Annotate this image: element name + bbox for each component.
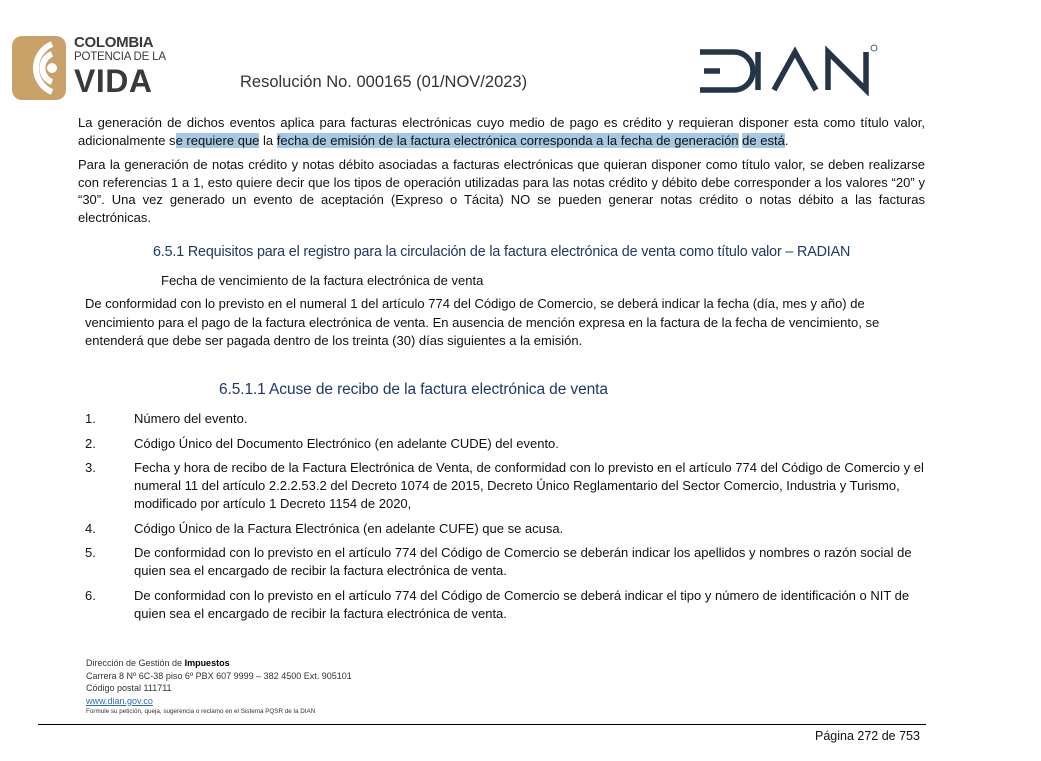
list-text: Código Único de la Factura Electrónica (en adelante CUFE) que se acusa. [134,521,564,536]
colombia-potencia-logo [12,34,166,106]
list-number: 2. [85,436,96,451]
list-number: 6. [85,588,96,603]
dian-logo [696,44,882,96]
footer-postal-code: Código postal 111711 [86,683,172,693]
list-item [85,410,925,428]
resolution-title: Resolución No. 000165 (01/NOV/2023) [240,73,528,91]
logo-vida-text: VIDA [74,63,153,99]
list-text: De conformidad con lo previsto en el artículo 774 del Código de Comercio se deberán indicar los apellidos y nombres o razón social de quien sea el encargado de recibir la factura electrónica de venta. [134,545,912,578]
section-heading-6511: 6.5.1.1 Acuse de recibo de la factura electrónica de venta [219,381,608,398]
list-number: 4. [85,521,96,536]
footer-divider [38,724,926,725]
list-number: 1. [85,411,96,426]
footer-address: Carrera 8 Nº 6C-38 piso 6º PBX 607 9999 – 382 4500 Ext. 905101 [86,670,352,681]
intro-paragraph: La generación de dichos eventos aplica para facturas electrónicas cuyo medio de pago es crédito y requieran disponer esta como título valor, adicionalmente se requiere que la fecha de emisión de la factura electrónica corresponda a la fecha de generación de está. [78,115,925,148]
list-text: Número del evento. [134,411,248,426]
footer-department: Dirección de Gestión de Impuestos [86,658,230,668]
highlight-fragment: de está [742,132,785,148]
list-item [85,459,925,513]
notes-paragraph: Para la generación de notas crédito y notas débito asociadas a facturas electrónicas que quieran disponer como título valor, se deben realizarse con referencias 1 a 1, esto quiere decir que los tipos de operación utilizadas para las notas crédito y débito debe corresponder a los valores “20” y “30”. Una vez generado un evento de aceptación (Expreso o Tácita) NO se pueden generar notas crédito o notas débito a las facturas electrónicas. [78,157,925,225]
list-item [85,587,925,623]
logo-colombia-text: COLOMBIA [74,34,154,51]
logo-potencia-text: POTENCIA DE LA [74,51,166,63]
list-text: De conformidad con lo previsto en el artículo 774 del Código de Comercio se deberá indicar el tipo y número de identificación o NIT de quien sea el encargado de recibir la factura electrónica de venta. [134,588,910,621]
list-text: Fecha y hora de recibo de la Factura Electrónica de Venta, de conformidad con lo previsto en el artículo 774 del Código de Comercio y el numeral 11 del artículo 2.2.2.53.2 del Decreto 1074 de 2015, Decreto Único Reglamentario del Sector Comercio, Industria y Turismo, modificado por artículo 1 Decreto 1154 de 2020, [134,460,924,511]
colombia-arcs-logo-icon [12,34,76,102]
footer-contact [86,657,352,717]
section-heading-651: 6.5.1 Requisitos para el registro para la circulación de la factura electrónica de venta como título valor – RADIAN [153,244,851,260]
list-text: Código Único del Documento Electrónico (en adelante CUDE) del evento. [134,436,559,451]
due-date-paragraph: De conformidad con lo previsto en el numeral 1 del artículo 774 del Código de Comercio, se deberá indicar la fecha (día, mes y año) de vencimiento para el pago de la factura electrónica de venta. En ausencia de mención expresa en la factura de la fecha de vencimiento, se entenderá que debe ser pagada dentro de los treinta (30) días siguientes a la emisión. [85,296,880,348]
footer-website-link[interactable]: www.dian.gov.co [86,695,153,706]
list-item [85,435,925,453]
subsection-title: Fecha de vencimiento de la factura electrónica de venta [161,273,484,288]
page-number: Página 272 de 753 [815,729,920,743]
footer-pqsr-note: Formule su petición, queja, sugerencia o reclamo en el Sistema PQSR de la DIAN [86,708,316,715]
list-number: 5. [85,545,96,560]
highlight-fragment: fecha de emisión de la factura electrónica corresponda a la fecha de generación [276,132,739,148]
highlight-fragment: e requiere que [175,132,260,148]
list-item [85,544,925,580]
list-number: 3. [85,460,96,475]
list-item [85,520,925,538]
